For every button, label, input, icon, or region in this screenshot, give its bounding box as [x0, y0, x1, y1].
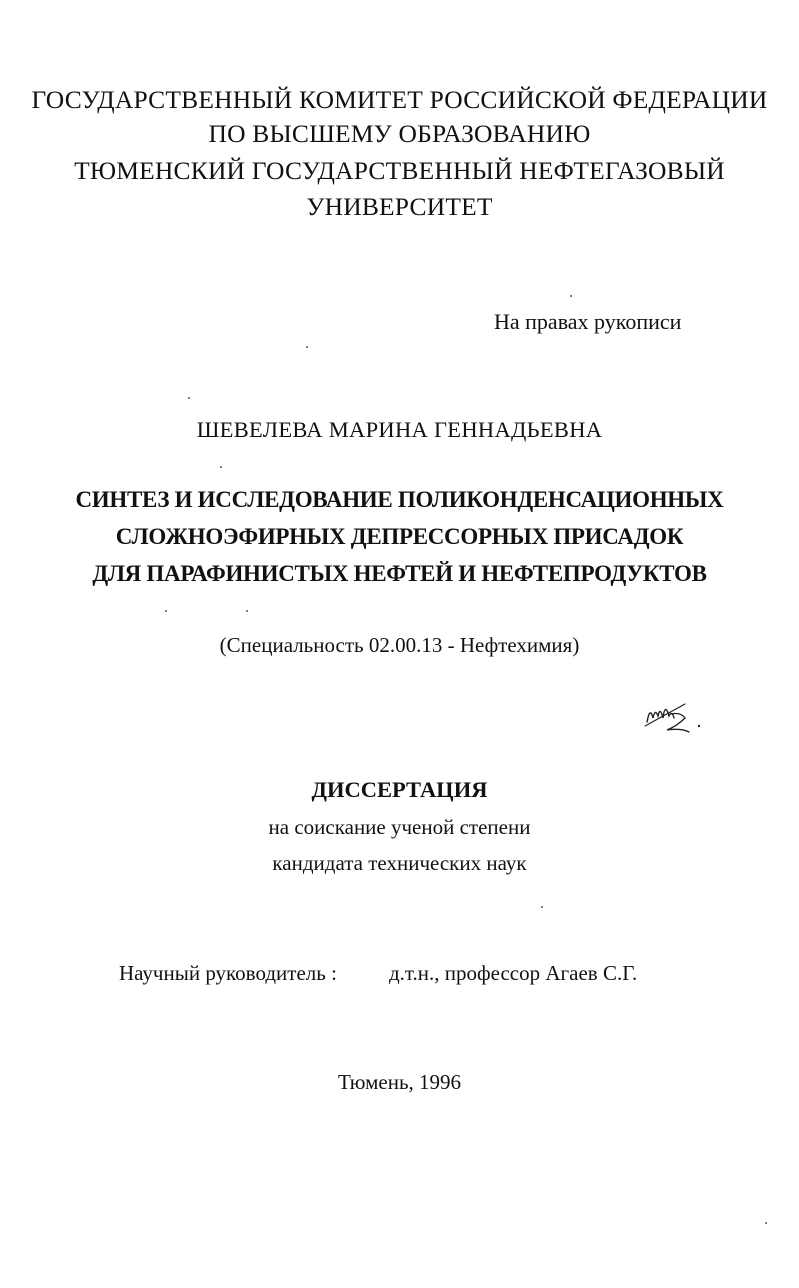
header-line-4: УНИВЕРСИТЕТ — [306, 192, 493, 221]
scan-speck — [165, 610, 167, 612]
document-type: ДИССЕРТАЦИЯ — [311, 777, 488, 802]
title-line-2: СЛОЖНОЭФИРНЫХ ДЕПРЕССОРНЫХ ПРИСАДОК — [115, 524, 684, 549]
scan-speck — [306, 346, 308, 348]
signature-icon — [641, 696, 711, 742]
degree-line-2: кандидата технических наук — [272, 851, 527, 875]
scan-speck — [188, 397, 190, 399]
scan-speck — [570, 295, 572, 297]
city-year: Тюмень, 1996 — [337, 1070, 462, 1094]
scan-speck — [765, 1222, 767, 1224]
supervisor-label: Научный руководитель : — [119, 961, 337, 985]
header-line-2: ПО ВЫСШЕМУ ОБРАЗОВАНИЮ — [208, 119, 591, 148]
scan-speck — [541, 906, 543, 908]
specialty: (Специальность 02.00.13 - Нефтехимия) — [219, 633, 580, 657]
header-line-3: ТЮМЕНСКИЙ ГОСУДАРСТВЕННЫЙ НЕФТЕГАЗОВЫЙ — [74, 156, 725, 185]
scan-speck — [220, 466, 222, 468]
author-name: ШЕВЕЛЕВА МАРИНА ГЕННАДЬЕВНА — [196, 417, 603, 442]
manuscript-rights: На правах рукописи — [494, 309, 682, 334]
title-line-3: ДЛЯ ПАРАФИНИСТЫХ НЕФТЕЙ И НЕФТЕПРОДУКТОВ — [92, 561, 707, 586]
header-line-1: ГОСУДАРСТВЕННЫЙ КОМИТЕТ РОССИЙСКОЙ ФЕДЕРАЦИИ — [31, 85, 768, 114]
supervisor-value: д.т.н., профессор Агаев С.Г. — [389, 961, 638, 985]
scan-speck — [246, 610, 248, 612]
title-line-1: СИНТЕЗ И ИССЛЕДОВАНИЕ ПОЛИКОНДЕНСАЦИОННЫХ — [75, 487, 724, 512]
degree-line-1: на соискание ученой степени — [268, 815, 531, 839]
